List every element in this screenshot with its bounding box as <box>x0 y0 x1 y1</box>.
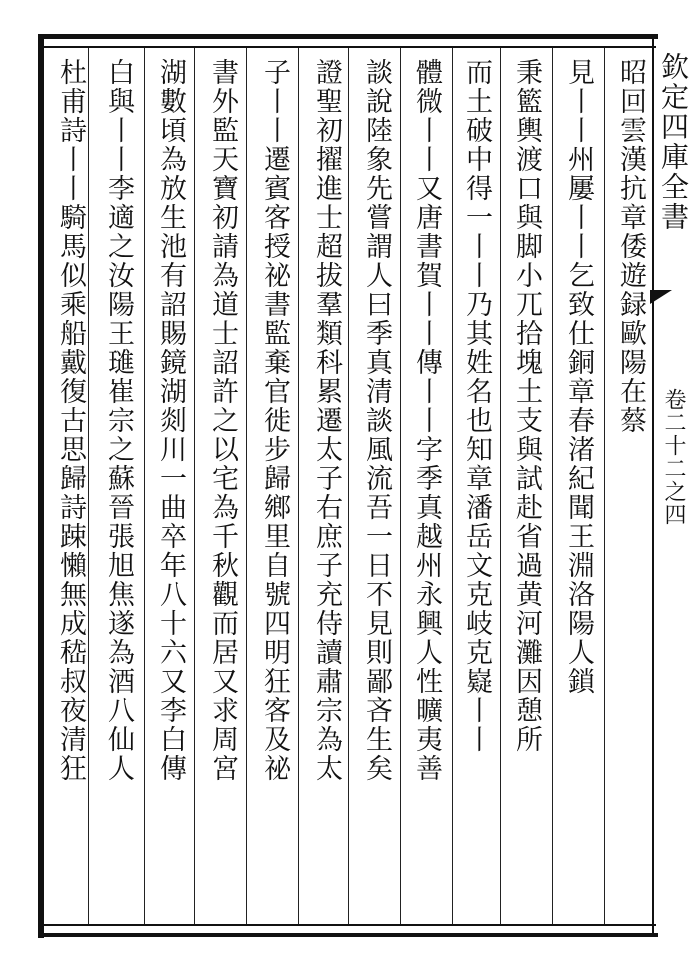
fishtail-mark <box>650 290 672 304</box>
column-rule <box>552 48 553 924</box>
column-rule <box>194 48 195 924</box>
column-rule <box>604 48 605 924</box>
column-rule <box>298 48 299 924</box>
book-title-margin: 欽定四庫全書 <box>657 52 690 232</box>
section-margin: 卷二十二之四 <box>661 388 686 526</box>
text-column: 談說陸象先嘗謂人曰季真清談風流吾一日不見則鄙吝生矣 <box>361 58 392 783</box>
text-column: 秉籃輿渡口與脚小兀拾塊土支與試赴省過黄河灘因憩所 <box>511 58 542 754</box>
column-rule <box>144 48 145 924</box>
column-rule <box>500 48 501 924</box>
frame-border-right <box>652 38 654 933</box>
text-column: 杜甫詩丨丨騎馬似乘船戴復古思歸詩踈懶無成嵇叔夜清狂 <box>55 58 86 783</box>
text-column: 湖數頃為放生池有詔賜鏡湖剡川一曲卒年八十六又李白傳 <box>155 58 186 783</box>
text-column: 白與丨丨李適之汝陽王璡崔宗之蘇晉張旭焦遂為酒八仙人 <box>103 58 134 783</box>
frame-inner-rule-bottom <box>44 924 656 926</box>
text-column: 子丨丨遷賓客授祕書監棄官徙步歸鄉里自號四明狂客及祕 <box>259 58 290 783</box>
column-rule <box>348 48 349 924</box>
frame-border-top <box>38 34 658 39</box>
text-column: 昭回雲漢抗章倭遊録歐陽在蔡 <box>615 58 646 435</box>
frame-inner-rule-top <box>44 46 656 48</box>
text-column: 書外監天寶初請為道士詔許之以宅為千秋觀而居又求周宮 <box>207 58 238 783</box>
text-column: 見丨丨州屢丨丨乞致仕銅章春渚紀聞王淵洛陽人鎖 <box>563 58 594 696</box>
text-column: 證聖初擢進士超拔羣類科累遷太子右庶子充侍讀肅宗為太 <box>311 58 342 783</box>
column-rule <box>246 48 247 924</box>
frame-border-left <box>38 38 44 938</box>
text-column: 體微丨丨又唐書賀丨丨傳丨丨字季真越州永興人性曠夷善 <box>411 58 442 783</box>
column-rule <box>400 48 401 924</box>
column-rule <box>452 48 453 924</box>
text-column: 而土破中得一丨丨乃其姓名也知章潘岳文克岐克嶷丨丨 <box>461 58 492 754</box>
frame-border-bottom <box>38 933 658 937</box>
